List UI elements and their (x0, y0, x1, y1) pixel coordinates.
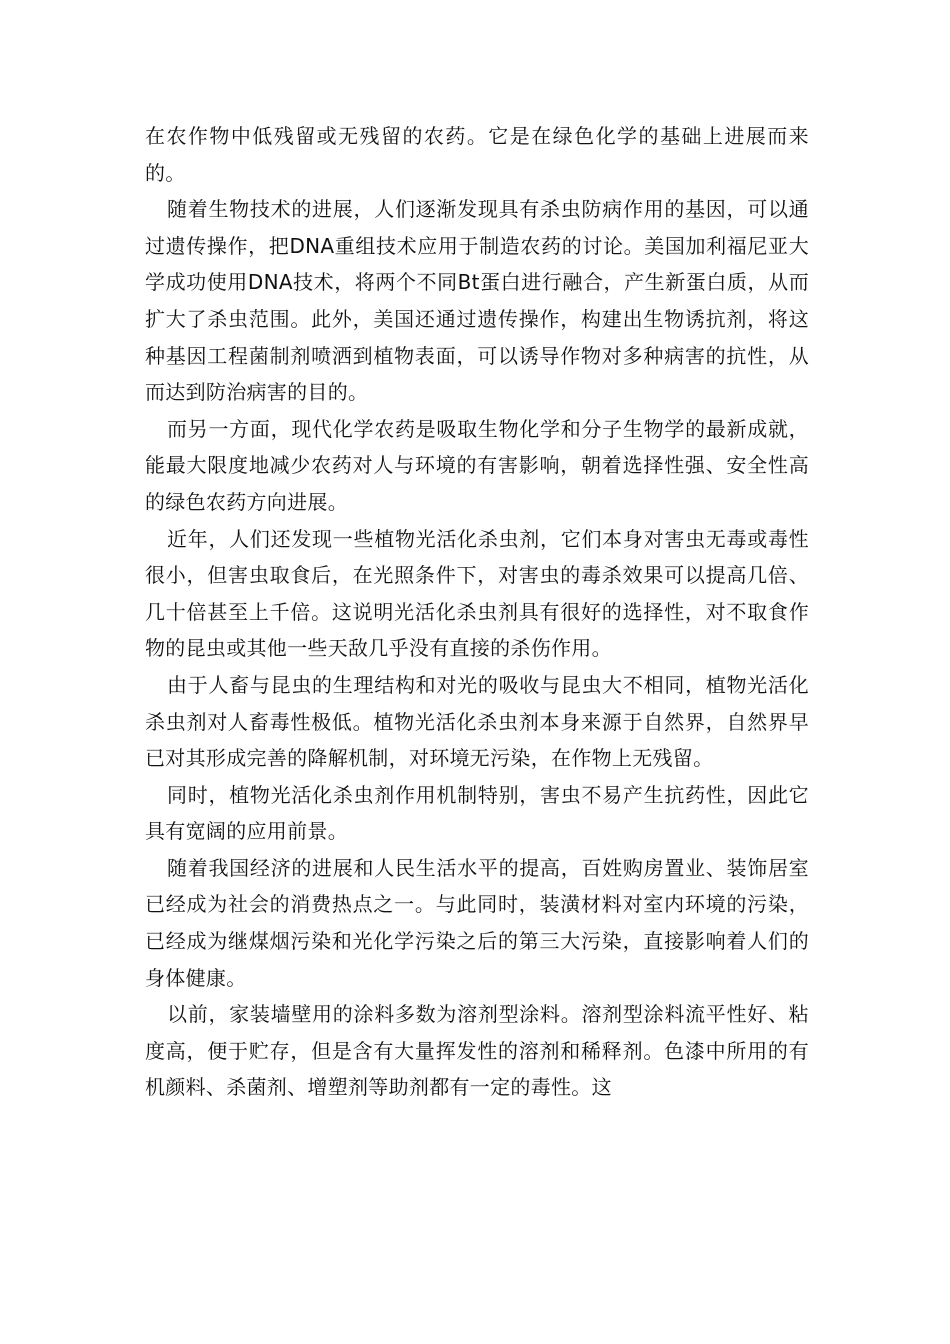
paragraph-1: 在农作物中低残留或无残留的农药。它是在绿色化学的基础上进展而来的。 (145, 124, 809, 185)
paragraph-2: 随着生物技术的进展，人们逐渐发现具有杀虫防病作用的基因，可以通过遗传操作，把DNA重组技术应用于制造农药的讨论。美国加利福尼亚大学成功使用DNA技术，将两个不同Bt蛋白进行融合，产生新蛋白质，从而扩大了杀虫范围。此外，美国还通过遗传操作，构建出生物诱抗剂，将这种基因工程菌制剂喷洒到植物表面，可以诱导作物对多种病害的抗性，从而达到防治病害的目的。 (145, 197, 809, 405)
paragraph-6: 同时，植物光活化杀虫剂作用机制特别，害虫不易产生抗药性，因此它具有宽阔的应用前景。 (145, 782, 809, 844)
document-body (145, 118, 809, 1106)
paragraph-8: 以前，家装墙壁用的涂料多数为溶剂型涂料。溶剂型涂料流平性好、粘度高，便于贮存，但是含有大量挥发性的溶剂和稀释剂。色漆中所用的有机颜料、杀菌剂、增塑剂等助剂都有一定的毒性。这 (145, 1002, 809, 1100)
paragraph-3: 而另一方面，现代化学农药是吸取生物化学和分子生物学的最新成就，能最大限度地减少农药对人与环境的有害影响，朝着选择性强、安全性高的绿色农药方向进展。 (145, 416, 809, 514)
paragraph-5: 由于人畜与昆虫的生理结构和对光的吸收与昆虫大不相同，植物光活化杀虫剂对人畜毒性极低。植物光活化杀虫剂本身来源于自然界，自然界早已对其形成完善的降解机制，对环境无污染，在作物上无残留。 (145, 672, 809, 771)
paragraph-4: 近年，人们还发现一些植物光活化杀虫剂，它们本身对害虫无毒或毒性很小，但害虫取食后，在光照条件下，对害虫的毒杀效果可以提高几倍、几十倍甚至上千倍。这说明光活化杀虫剂具有很好的选择性，对不取食作物的昆虫或其他一些天敌几乎没有直接的杀伤作用。 (145, 526, 809, 661)
paragraph-7: 随着我国经济的进展和人民生活水平的提高，百姓购房置业、装饰居室已经成为社会的消费热点之一。与此同时，装潢材料对室内环境的污染，已经成为继煤烟污染和光化学污染之后的第三大污染，直接影响着人们的身体健康。 (145, 855, 809, 990)
